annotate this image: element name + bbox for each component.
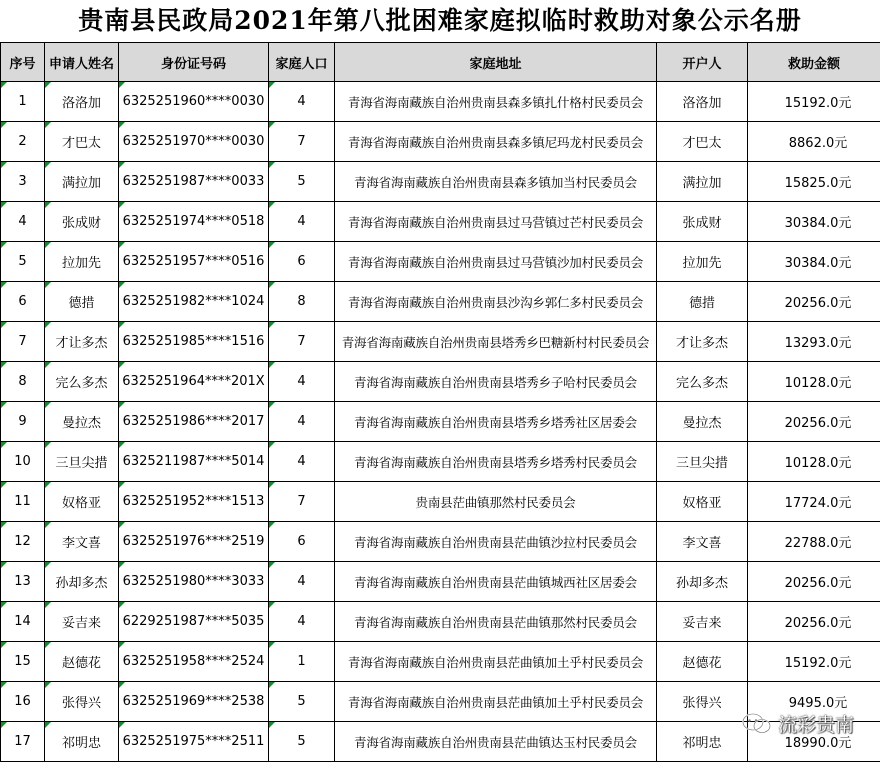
cell-holder: 妥吉来 [657,602,748,642]
cell-holder: 李文喜 [657,522,748,562]
cell-address: 青海省海南藏族自治州贵南县过马营镇过芒村民委员会 [335,202,657,242]
table-row [1,442,880,482]
cell-address: 青海省海南藏族自治州贵南县过马营镇沙加村民委员会 [335,242,657,282]
cell-amount: 20256.0元 [748,282,880,322]
cell-amount: 17724.0元 [748,482,880,522]
cell-address: 青海省海南藏族自治州贵南县塔秀乡子哈村民委员会 [335,362,657,402]
cell-address: 青海省海南藏族自治州贵南县塔秀乡巴糖新村村民委员会 [335,322,657,362]
cell-no: 1 [1,82,45,122]
table-row [1,322,880,362]
cell-size: 7 [269,122,335,162]
cell-holder: 才巴太 [657,122,748,162]
table-row [1,162,880,202]
cell-size: 4 [269,602,335,642]
cell-no: 15 [1,642,45,682]
cell-id: 6325251980****3033 [119,562,269,602]
cell-no: 10 [1,442,45,482]
cell-size: 7 [269,482,335,522]
cell-amount: 20256.0元 [748,602,880,642]
cell-no: 13 [1,562,45,602]
cell-id: 6325251976****2519 [119,522,269,562]
cell-holder: 张得兴 [657,682,748,722]
cell-id: 6325251986****2017 [119,402,269,442]
col-header-holder: 开户人 [657,43,748,82]
cell-address: 青海省海南藏族自治州贵南县塔秀乡塔秀社区居委会 [335,402,657,442]
cell-holder: 满拉加 [657,162,748,202]
cell-amount: 15825.0元 [748,162,880,202]
page-title: 贵南县民政局2021年第八批困难家庭拟临时救助对象公示名册 [78,6,802,35]
cell-address: 青海省海南藏族自治州贵南县塔秀乡塔秀村民委员会 [335,442,657,482]
cell-amount: 30384.0元 [748,242,880,282]
cell-amount: 18990.0元 [748,722,880,762]
cell-size: 4 [269,202,335,242]
cell-holder: 曼拉杰 [657,402,748,442]
cell-size: 4 [269,562,335,602]
col-header-size: 家庭人口 [269,43,335,82]
cell-no: 9 [1,402,45,442]
cell-name: 拉加先 [45,242,119,282]
cell-no: 2 [1,122,45,162]
cell-address: 青海省海南藏族自治州贵南县沙沟乡郭仁多村民委员会 [335,282,657,322]
cell-size: 5 [269,682,335,722]
table-row [1,562,880,602]
cell-amount: 20256.0元 [748,402,880,442]
cell-no: 11 [1,482,45,522]
cell-size: 4 [269,442,335,482]
cell-size: 6 [269,522,335,562]
table-row [1,122,880,162]
cell-no: 3 [1,162,45,202]
col-header-no: 序号 [1,43,45,82]
watermark-text: 流彩贵南 [777,714,854,736]
cell-amount: 22788.0元 [748,522,880,562]
cell-id: 6325251985****1516 [119,322,269,362]
cell-id: 6325251964****201X [119,362,269,402]
cell-holder: 孙却多杰 [657,562,748,602]
cell-holder: 拉加先 [657,242,748,282]
cell-no: 7 [1,322,45,362]
cell-name: 奴格亚 [45,482,119,522]
cell-size: 5 [269,162,335,202]
cell-size: 4 [269,82,335,122]
cell-size: 6 [269,242,335,282]
cell-id: 6325251952****1513 [119,482,269,522]
cell-name: 满拉加 [45,162,119,202]
cell-id: 6325251974****0518 [119,202,269,242]
cell-address: 青海省海南藏族自治州贵南县茫曲镇达玉村民委员会 [335,722,657,762]
table-row [1,522,880,562]
cell-amount: 10128.0元 [748,362,880,402]
cell-holder: 德措 [657,282,748,322]
cell-name: 洛洛加 [45,82,119,122]
cell-name: 三旦尖措 [45,442,119,482]
cell-size: 4 [269,362,335,402]
table-row [1,362,880,402]
col-header-amount: 救助金额 [748,43,880,82]
cell-amount: 15192.0元 [748,82,880,122]
relief-table [0,42,880,762]
cell-amount: 10128.0元 [748,442,880,482]
col-header-name: 申请人姓名 [45,43,119,82]
cell-size: 4 [269,402,335,442]
cell-id: 6325211987****5014 [119,442,269,482]
cell-address: 青海省海南藏族自治州贵南县茫曲镇那然村民委员会 [335,602,657,642]
cell-id: 6325251957****0516 [119,242,269,282]
cell-holder: 张成财 [657,202,748,242]
table-row [1,402,880,442]
cell-id: 6325251958****2524 [119,642,269,682]
cell-no: 17 [1,722,45,762]
cell-id: 6325251982****1024 [119,282,269,322]
cell-no: 5 [1,242,45,282]
cell-no: 8 [1,362,45,402]
table-row [1,602,880,642]
cell-no: 4 [1,202,45,242]
cell-holder: 三旦尖措 [657,442,748,482]
wechat-icon [742,713,772,735]
table-row [1,482,880,522]
cell-address: 青海省海南藏族自治州贵南县森多镇尼玛龙村民委员会 [335,122,657,162]
cell-holder: 完么多杰 [657,362,748,402]
cell-size: 7 [269,322,335,362]
table-row [1,242,880,282]
cell-no: 16 [1,682,45,722]
cell-address: 青海省海南藏族自治州贵南县茫曲镇加土乎村民委员会 [335,642,657,682]
header-row [1,43,880,82]
cell-holder: 赵德花 [657,642,748,682]
cell-no: 6 [1,282,45,322]
cell-holder: 祁明忠 [657,722,748,762]
cell-name: 李文喜 [45,522,119,562]
cell-name: 才让多杰 [45,322,119,362]
cell-address: 贵南县茫曲镇那然村民委员会 [335,482,657,522]
cell-name: 张成财 [45,202,119,242]
cell-id: 6325251987****0033 [119,162,269,202]
cell-id: 6229251987****5035 [119,602,269,642]
cell-id: 6325251960****0030 [119,82,269,122]
table-row [1,82,880,122]
cell-no: 12 [1,522,45,562]
cell-name: 赵德花 [45,642,119,682]
cell-amount: 20256.0元 [748,562,880,602]
cell-name: 德措 [45,282,119,322]
cell-name: 曼拉杰 [45,402,119,442]
cell-name: 妥吉来 [45,602,119,642]
cell-size: 5 [269,722,335,762]
cell-amount: 13293.0元 [748,322,880,362]
cell-amount: 8862.0元 [748,122,880,162]
cell-holder: 奴格亚 [657,482,748,522]
cell-no: 14 [1,602,45,642]
watermark [742,710,854,737]
cell-address: 青海省海南藏族自治州贵南县茫曲镇加土乎村民委员会 [335,682,657,722]
cell-holder: 才让多杰 [657,322,748,362]
cell-id: 6325251975****2511 [119,722,269,762]
cell-size: 8 [269,282,335,322]
cell-id: 6325251969****2538 [119,682,269,722]
table-row [1,282,880,322]
col-header-address: 家庭地址 [335,43,657,82]
cell-name: 张得兴 [45,682,119,722]
cell-amount: 9495.0元 [748,682,880,722]
cell-name: 完么多杰 [45,362,119,402]
cell-amount: 15192.0元 [748,642,880,682]
cell-address: 青海省海南藏族自治州贵南县茫曲镇城西社区居委会 [335,562,657,602]
cell-holder: 洛洛加 [657,82,748,122]
cell-id: 6325251970****0030 [119,122,269,162]
cell-name: 才巴太 [45,122,119,162]
cell-name: 孙却多杰 [45,562,119,602]
table-row [1,642,880,682]
cell-amount: 30384.0元 [748,202,880,242]
table-row [1,202,880,242]
cell-address: 青海省海南藏族自治州贵南县森多镇扎什格村民委员会 [335,82,657,122]
col-header-id: 身份证号码 [119,43,269,82]
cell-address: 青海省海南藏族自治州贵南县茫曲镇沙拉村民委员会 [335,522,657,562]
cell-address: 青海省海南藏族自治州贵南县森多镇加当村民委员会 [335,162,657,202]
cell-name: 祁明忠 [45,722,119,762]
cell-size: 1 [269,642,335,682]
